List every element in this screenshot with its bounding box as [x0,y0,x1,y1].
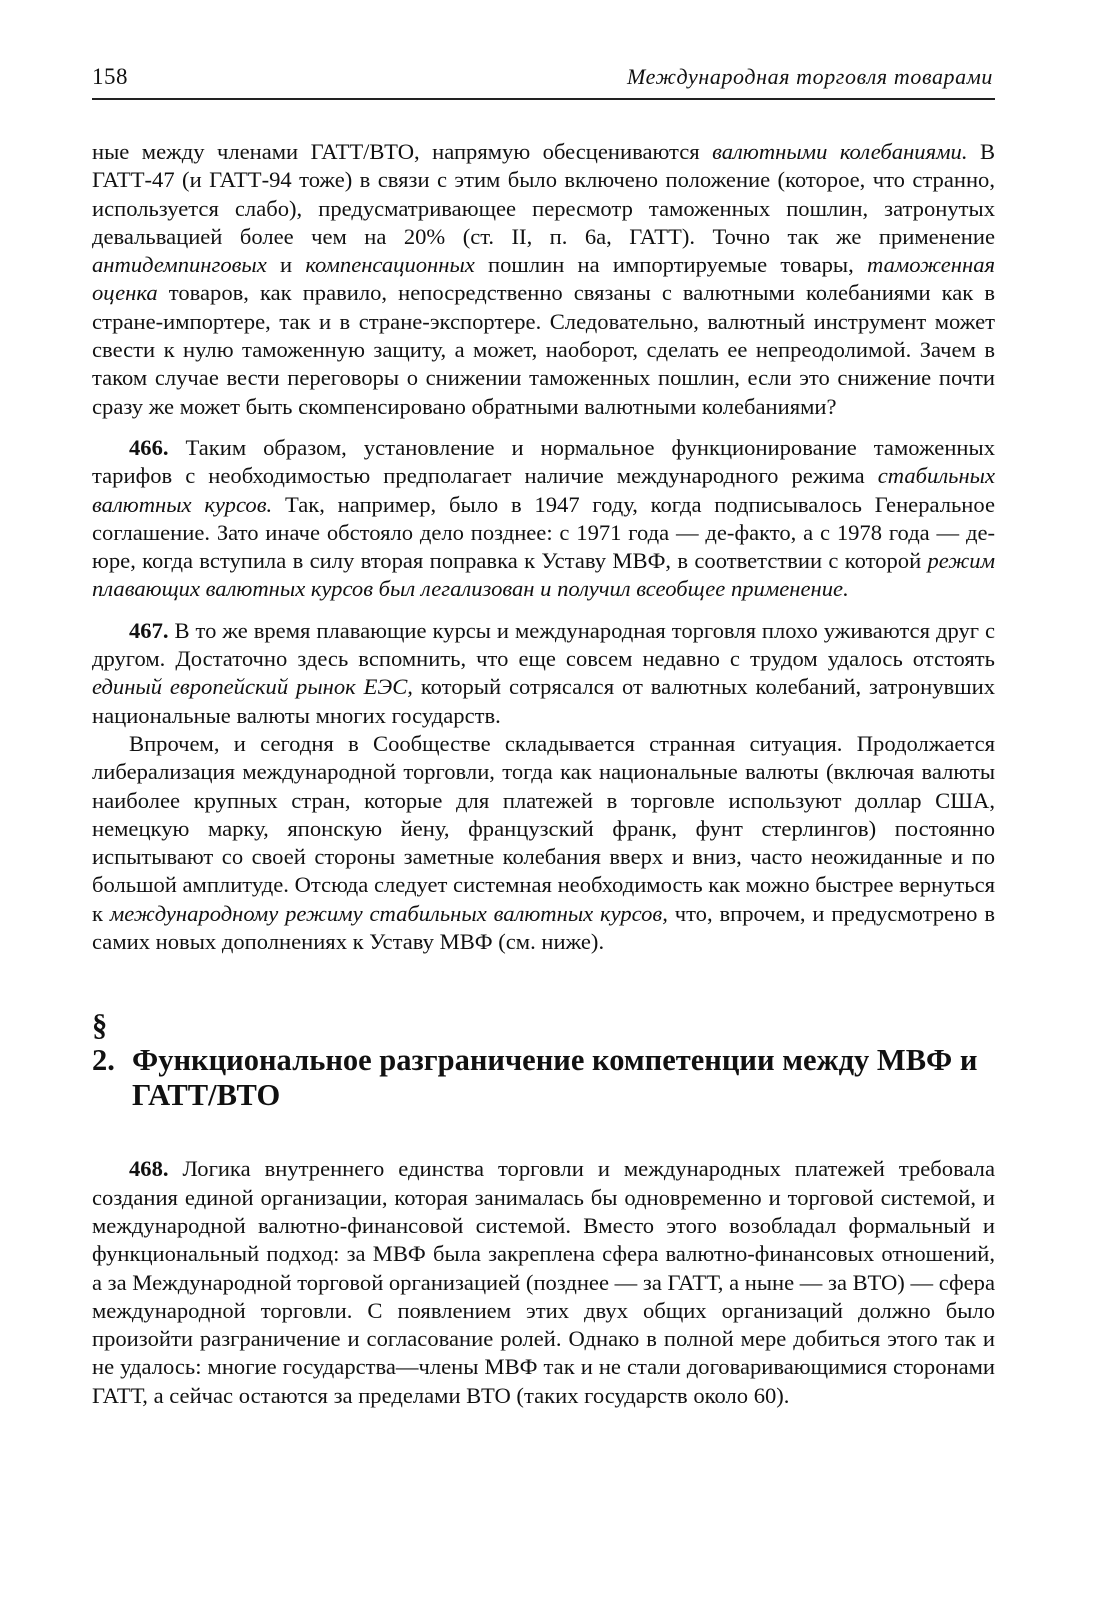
emphasis-text: таможенная оценка [92,252,996,306]
paragraph-text: Впрочем, и сегодня в Сообществе складывается странная ситуация. Продолжается либерализация международной торговли, тогда как национальные валюты (включая валюты наиболее крупных стран, которые для платежей в торговле используют доллар США, немецкую марку, японскую йену, французский франк, фунт стерлингов) постоянно испытывают со своей стороны заметные колебания вверх и вниз, часто неожиданные и по большой амплитуде. Отсюда следует системная необходимость как можно быстрее вернуться к [92,730,995,926]
continued-paragraph [92,138,995,421]
emphasis-text: международному режиму стабильных валютных курсов, [109,900,668,926]
emphasis-text: режим плавающих валютных курсов был легализован и получил всеобщее применение. [92,548,995,602]
paragraph-text: Логика внутреннего единства торговли и международных платежей требовала создания единой организации, которая занималась бы одновременно и торговой системой, и международной валютно-финансовой системой. Вместо этого возобладал формальный и функциональный подход: за МВФ была закреплена сфера валютно-финансовых отношений, а за Международной торговой организацией (позднее — за ГАТТ, а ныне — за ВТО) — сфера международной торговли. С появлением этих двух общих организаций должно было произойти разграничение и согласование ролей. Однако в полной мере добиться этого так и не удалось: многие государства—члены МВФ так и не стали договаривающимися сторонами ГАТТ, а сейчас остаются за пределами ВТО (таких государств около 60). [92,1156,995,1408]
emphasis-text: единый европейский рынок ЕЭС, [92,674,413,700]
paragraph-number: 467. [129,617,169,643]
section-title: Функциональное разграничение компетенции между МВФ и ГАТТ/ВТО [132,1043,978,1113]
paragraph-467-continued [92,730,995,956]
page-header [92,62,995,100]
paragraph-text: что, впрочем, и предусмотрено в самих новых дополнениях к Уставу МВФ (см. ниже). [92,900,995,955]
emphasis-text: антидемпинговых [92,252,267,278]
paragraph-466 [92,434,995,604]
emphasis-text: компенсационных [305,252,475,278]
paragraph-text: который сотрясался от валютных колебаний, затронувших национальные валюты многих государств. [92,674,995,728]
paragraph-text: ные между членами ГАТТ/ВТО, напрямую обесцениваются [92,139,713,164]
paragraph-text: пошлин на импортируемые товары, [474,252,867,278]
paragraph-text: Таким образом, установление и нормальное функционирование таможенных тарифов с необходимостью предполагает наличие международного режима [92,434,995,489]
paragraph-text: товаров, как правило, непосредственно связаны с валютными колебаниями как в стране-импортере, так и в стране-экспортере. Следовательно, валютный инструмент может свести к нулю таможенную защиту, а может, наоборот, сделать ее непреодолимой. Зачем в таком случае вести переговоры о снижении таможенных пошлин, если это снижение почти сразу же может быть скомпенсировано обратными валютными колебаниями? [92,280,995,419]
running-title: Международная торговля товарами [627,64,993,89]
section-heading [92,1008,995,1113]
paragraph-text: Так, например, было в 1947 году, когда подписывалось Генеральное соглашение. Зато иначе обстояло дело позднее: с 1971 года — де-факто, а с 1978 года — де-юре, когда вступила в силу вторая поправка к Уставу МВФ, в соответствии с которой [92,491,995,574]
paragraph-number: 468. [129,1156,169,1182]
paragraph-467 [92,617,995,730]
paragraph-468 [92,1155,995,1410]
page-body [92,138,995,1410]
section-number: § 2. [92,1008,115,1078]
paragraph-text: В то же время плавающие курсы и международная торговля плохо уживаются друг с другом. Достаточно здесь вспомнить, что еще совсем недавно с трудом удалось отстоять [92,617,995,672]
paragraph-text: В ГАТТ-47 (и ГАТТ-94 тоже) в связи с этим было включено положение (которое, что странно, используется слабо), предусматривающее пересмотр таможенных пошлин, затронутых девальвацией более чем на 20% (ст. II, п. 6а, ГАТТ). Точно так же применение [92,139,996,249]
paragraph-number: 466. [129,434,169,460]
emphasis-text: валютными колебаниями. [712,139,968,164]
paragraph-text: и [266,252,306,278]
emphasis-text: стабильных валютных курсов. [92,463,995,517]
page-number: 158 [92,64,128,89]
